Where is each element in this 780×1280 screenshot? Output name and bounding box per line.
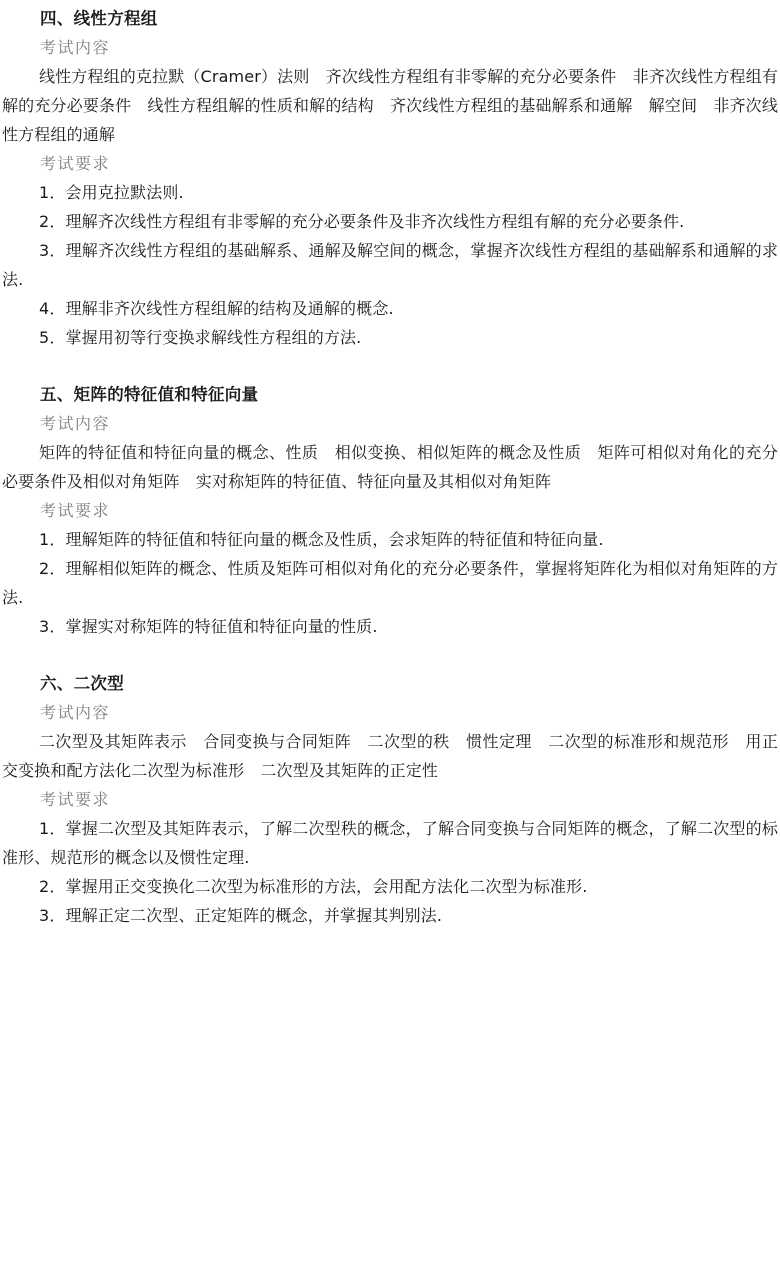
exam-content-text: 二次型及其矩阵表示 合同变换与合同矩阵 二次型的秩 惯性定理 二次型的标准形和规范形 用正交变换和配方法化二次型为标准形 二次型及其矩阵的正定性	[2, 732, 778, 780]
section-title: 四、线性方程组	[40, 9, 158, 28]
requirement-item: 3．理解齐次线性方程组的基础解系、通解及解空间的概念，掌握齐次线性方程组的基础解系和通解的求法.	[2, 241, 778, 289]
section-quadratic-forms	[2, 669, 780, 930]
section-title: 五、矩阵的特征值和特征向量	[40, 385, 259, 404]
requirement-item: 2．掌握用正交变换化二次型为标准形的方法，会用配方法化二次型为标准形.	[39, 877, 588, 896]
exam-content-label: 考试内容	[40, 703, 111, 722]
exam-requirements-label: 考试要求	[40, 154, 111, 173]
exam-content-label: 考试内容	[40, 38, 111, 57]
requirement-item: 5．掌握用初等行变换求解线性方程组的方法.	[39, 328, 362, 347]
requirement-item: 1．掌握二次型及其矩阵表示，了解二次型秩的概念，了解合同变换与合同矩阵的概念，了解二次型的标准形、规范形的概念以及惯性定理.	[2, 819, 778, 867]
exam-content-text: 线性方程组的克拉默（Cramer）法则 齐次线性方程组有非零解的充分必要条件 非齐次线性方程组有解的充分必要条件 线性方程组解的性质和解的结构 齐次线性方程组的基础解系和通解 解空间 非齐次线性方程组的通解	[2, 67, 778, 144]
requirement-item: 4．理解非齐次线性方程组解的结构及通解的概念.	[39, 299, 394, 318]
requirement-item: 2．理解齐次线性方程组有非零解的充分必要条件及非齐次线性方程组有解的充分必要条件.	[39, 212, 685, 231]
requirement-item: 2．理解相似矩阵的概念、性质及矩阵可相似对角化的充分必要条件，掌握将矩阵化为相似对角矩阵的方法.	[2, 559, 778, 607]
exam-requirements-label: 考试要求	[40, 501, 111, 520]
exam-content-text: 矩阵的特征值和特征向量的概念、性质 相似变换、相似矩阵的概念及性质 矩阵可相似对角化的充分必要条件及相似对角矩阵 实对称矩阵的特征值、特征向量及其相似对角矩阵	[2, 443, 778, 491]
exam-content-label: 考试内容	[40, 414, 111, 433]
requirement-item: 1．会用克拉默法则.	[39, 183, 184, 202]
requirement-item: 3．理解正定二次型、正定矩阵的概念，并掌握其判别法.	[39, 906, 443, 925]
requirement-item: 1．理解矩阵的特征值和特征向量的概念及性质，会求矩阵的特征值和特征向量.	[39, 530, 604, 549]
section-linear-equations	[2, 4, 780, 352]
section-title: 六、二次型	[40, 674, 124, 693]
requirement-item: 3．掌握实对称矩阵的特征值和特征向量的性质.	[39, 617, 378, 636]
exam-requirements-label: 考试要求	[40, 790, 111, 809]
section-eigenvalues	[2, 380, 780, 641]
